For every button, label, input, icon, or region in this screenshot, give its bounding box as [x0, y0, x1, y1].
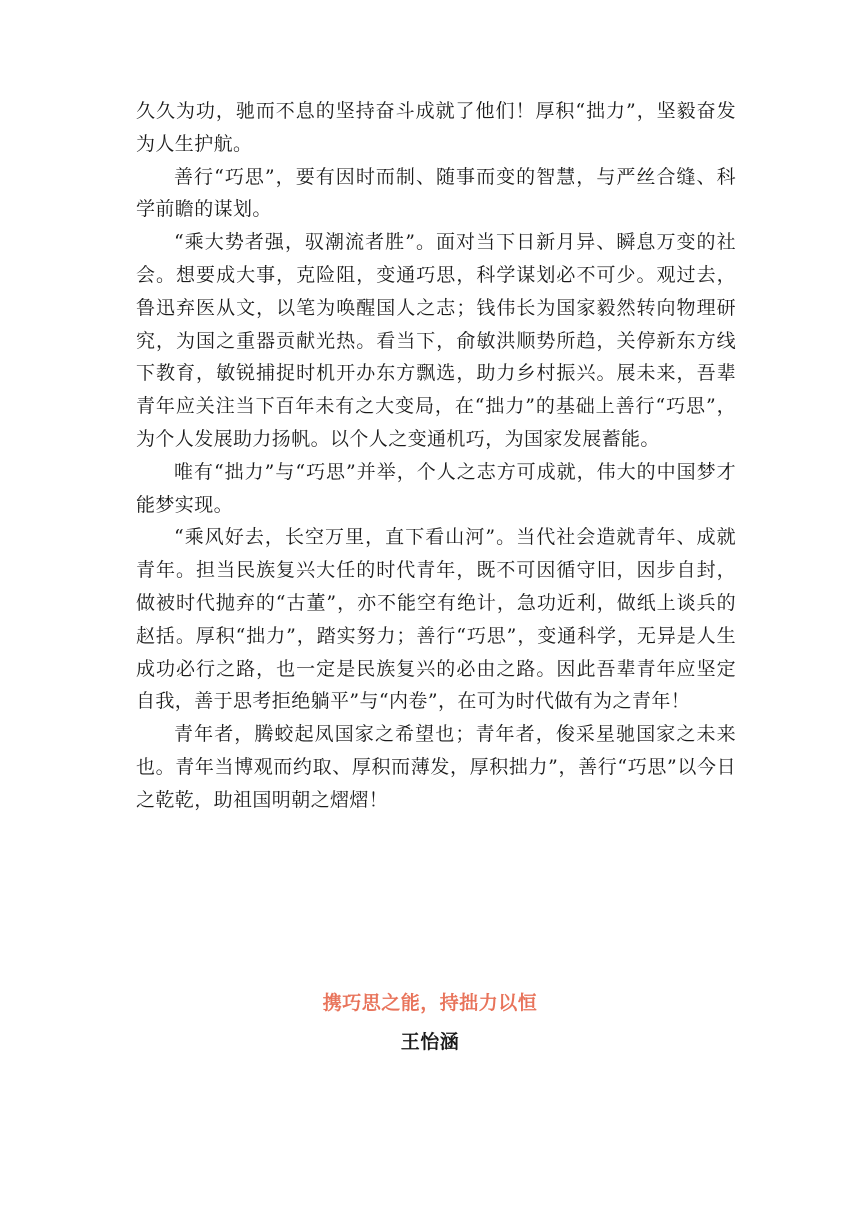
paragraph-1: 久久为功，驰而不息的坚持奋斗成就了他们！厚积“拙力”，坚毅奋发为人生护航。 — [136, 100, 736, 155]
paragraph-5: “乘风好去，长空万里，直下看山河”。当代社会造就青年、成就青年。担当民族复兴大任的时代青年，既不可因循守旧，因步自封，做被时代抛弃的“古董”，亦不能空有绝计，急功近利，做纸上谈兵的赵括。厚积“拙力”，踏实努力；善行“巧思”，变通科学，无异是人生成功必行之路，也一定是民族复兴的必由之路。因此吾辈青年应坚定自我，善于思考拒绝躺平”与“内卷”，在可为时代做有为之青年！ — [136, 526, 736, 713]
paragraph-6: 青年者，腾蛟起凤国家之希望也；青年者，俊采星驰国家之未来也。青年当博观而约取、厚积而薄发，厚积拙力”，善行“巧思”以今日之乾乾，助祖国明朝之熠熠！ — [136, 723, 736, 811]
essay-title: 携巧思之能，持拙力以恒 — [322, 992, 538, 1014]
paragraph-2: 善行“巧思”，要有因时而制、随事而变的智慧，与严丝合缝、科学前瞻的谋划。 — [136, 165, 736, 221]
paragraph-3: “乘大势者强，驭潮流者胜”。面对当下日新月异、瞬息万变的社会。想要成大事，克险阻，变通巧思，科学谋划必不可少。观过去，鲁迅弃医从文，以笔为唤醒国人之志；钱伟长为国家毅然转向物理研究，为国之重器贡献光热。看当下，俞敏洪顺势所趋，关停新东方线下教育，敏锐捕捉时机开办东方飘选，助力乡村振兴。展未来，吾辈青年应关注当下百年未有之大变局，在“拙力”的基础上善行“巧思”，为个人发展助力扬帆。以个人之变通机巧，为国家发展蓄能。 — [136, 231, 736, 450]
essay-body — [136, 95, 736, 817]
paragraph-4: 唯有“拙力”与“巧思”并举，个人之志方可成就，伟大的中国梦才能梦实现。 — [136, 460, 736, 516]
author-name: 王怡涵 — [400, 1031, 460, 1053]
